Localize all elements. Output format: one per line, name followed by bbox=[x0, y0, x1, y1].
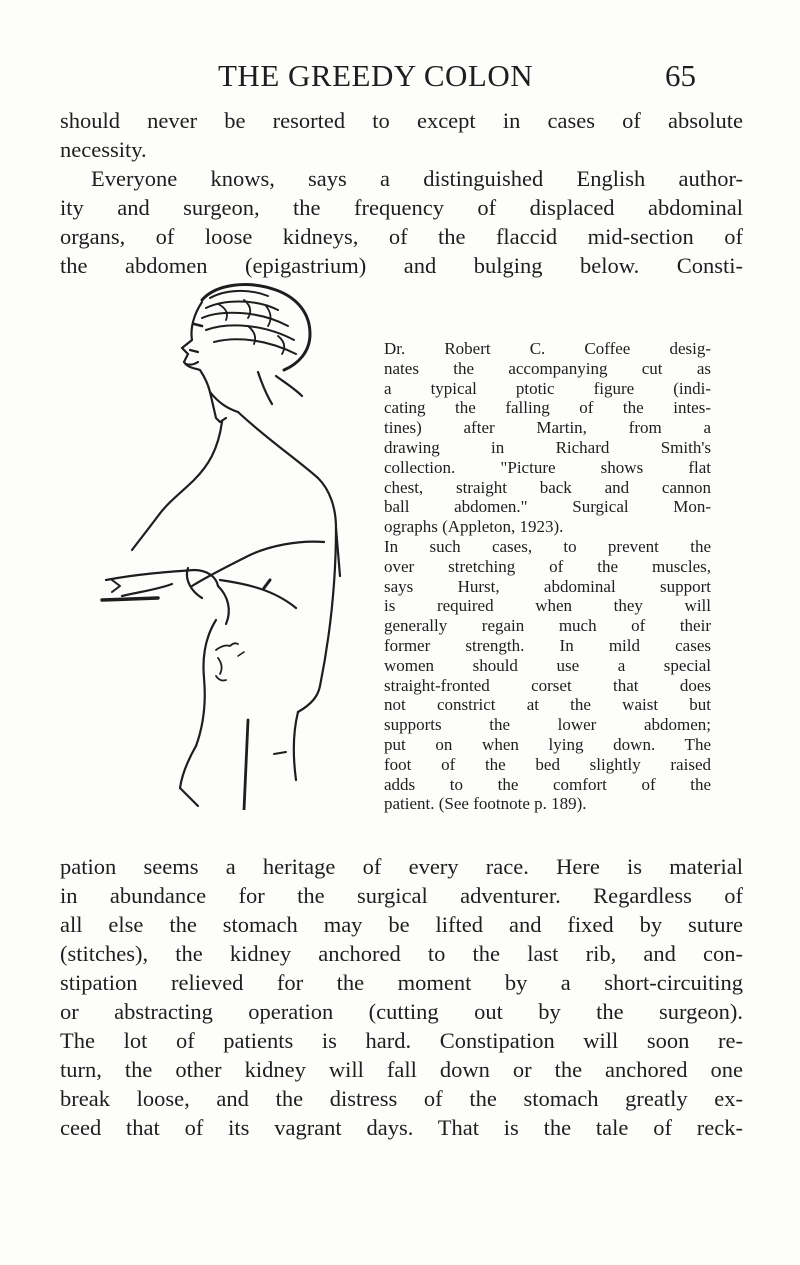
text-line: all else the stomach may be lifted and fixed by suture bbox=[60, 912, 743, 937]
caption-line: straight-fronted corset that does bbox=[384, 675, 711, 695]
caption-line: adds to the comfort of the bbox=[384, 774, 711, 794]
caption-line: former strength. In mild cases bbox=[384, 635, 711, 655]
text-line: The lot of patients is hard. Constipation will soon re- bbox=[60, 1028, 743, 1053]
text-line: in abundance for the surgical adventurer. Regardless of bbox=[60, 883, 743, 908]
text-line: necessity. bbox=[60, 137, 147, 162]
caption-line: foot of the bed slightly raised bbox=[384, 754, 711, 774]
text-line: pation seems a heritage of every race. Here is material bbox=[60, 854, 743, 879]
body-paragraph-bottom bbox=[60, 852, 743, 1142]
page-number: 65 bbox=[665, 58, 696, 93]
text-line: should never be resorted to except in cases of absolute bbox=[60, 108, 743, 133]
ptotic-figure-illustration bbox=[98, 280, 388, 810]
page-header bbox=[0, 58, 800, 98]
caption-line: nates the accompanying cut as bbox=[384, 358, 711, 378]
text-line: ity and surgeon, the frequency of displaced abdominal bbox=[60, 195, 743, 220]
text-line: (stitches), the kidney anchored to the last rib, and con- bbox=[60, 941, 743, 966]
caption-line: a typical ptotic figure (indi- bbox=[384, 378, 711, 398]
caption-line: cating the falling of the intes- bbox=[384, 398, 711, 418]
caption-line: Dr. Robert C. Coffee desig- bbox=[384, 339, 711, 358]
caption-line: says Hurst, abdominal support bbox=[384, 576, 711, 596]
caption-line: In such cases, to prevent the bbox=[384, 536, 711, 556]
caption-line: over stretching of the muscles, bbox=[384, 556, 711, 576]
caption-line: ographs (Appleton, 1923). bbox=[384, 517, 564, 537]
caption-line: drawing in Richard Smith's bbox=[384, 437, 711, 457]
text-line: break loose, and the distress of the stomach greatly ex- bbox=[60, 1086, 743, 1111]
caption-line: women should use a special bbox=[384, 655, 711, 675]
text-line: stipation relieved for the moment by a short-circuiting bbox=[60, 970, 743, 995]
text-line: turn, the other kidney will fall down or the anchored one bbox=[60, 1057, 743, 1082]
caption-line: collection. "Picture shows flat bbox=[384, 457, 711, 477]
caption-line: is required when they will bbox=[384, 596, 711, 616]
body-paragraph-top bbox=[60, 106, 743, 280]
caption-line: patient. (See footnote p. 189). bbox=[384, 794, 587, 814]
text-line: the abdomen (epigastrium) and bulging below. Consti- bbox=[60, 253, 743, 278]
figure-drawing bbox=[98, 280, 388, 810]
text-line: Everyone knows, says a distinguished English author- bbox=[91, 166, 743, 191]
caption-line: tines) after Martin, from a bbox=[384, 418, 711, 438]
caption-line: ball abdomen." Surgical Mon- bbox=[384, 497, 711, 517]
figure-caption bbox=[384, 339, 711, 814]
text-line: or abstracting operation (cutting out by the surgeon). bbox=[60, 999, 743, 1024]
caption-line: supports the lower abdomen; bbox=[384, 715, 711, 735]
text-line: ceed that of its vagrant days. That is the tale of reck- bbox=[60, 1115, 743, 1140]
caption-line: generally regain much of their bbox=[384, 616, 711, 636]
text-line: organs, of loose kidneys, of the flaccid mid-section of bbox=[60, 224, 743, 249]
caption-line: chest, straight back and cannon bbox=[384, 477, 711, 497]
caption-line: put on when lying down. The bbox=[384, 734, 711, 754]
running-head: THE GREEDY COLON bbox=[218, 58, 534, 93]
caption-line: not constrict at the waist but bbox=[384, 695, 711, 715]
